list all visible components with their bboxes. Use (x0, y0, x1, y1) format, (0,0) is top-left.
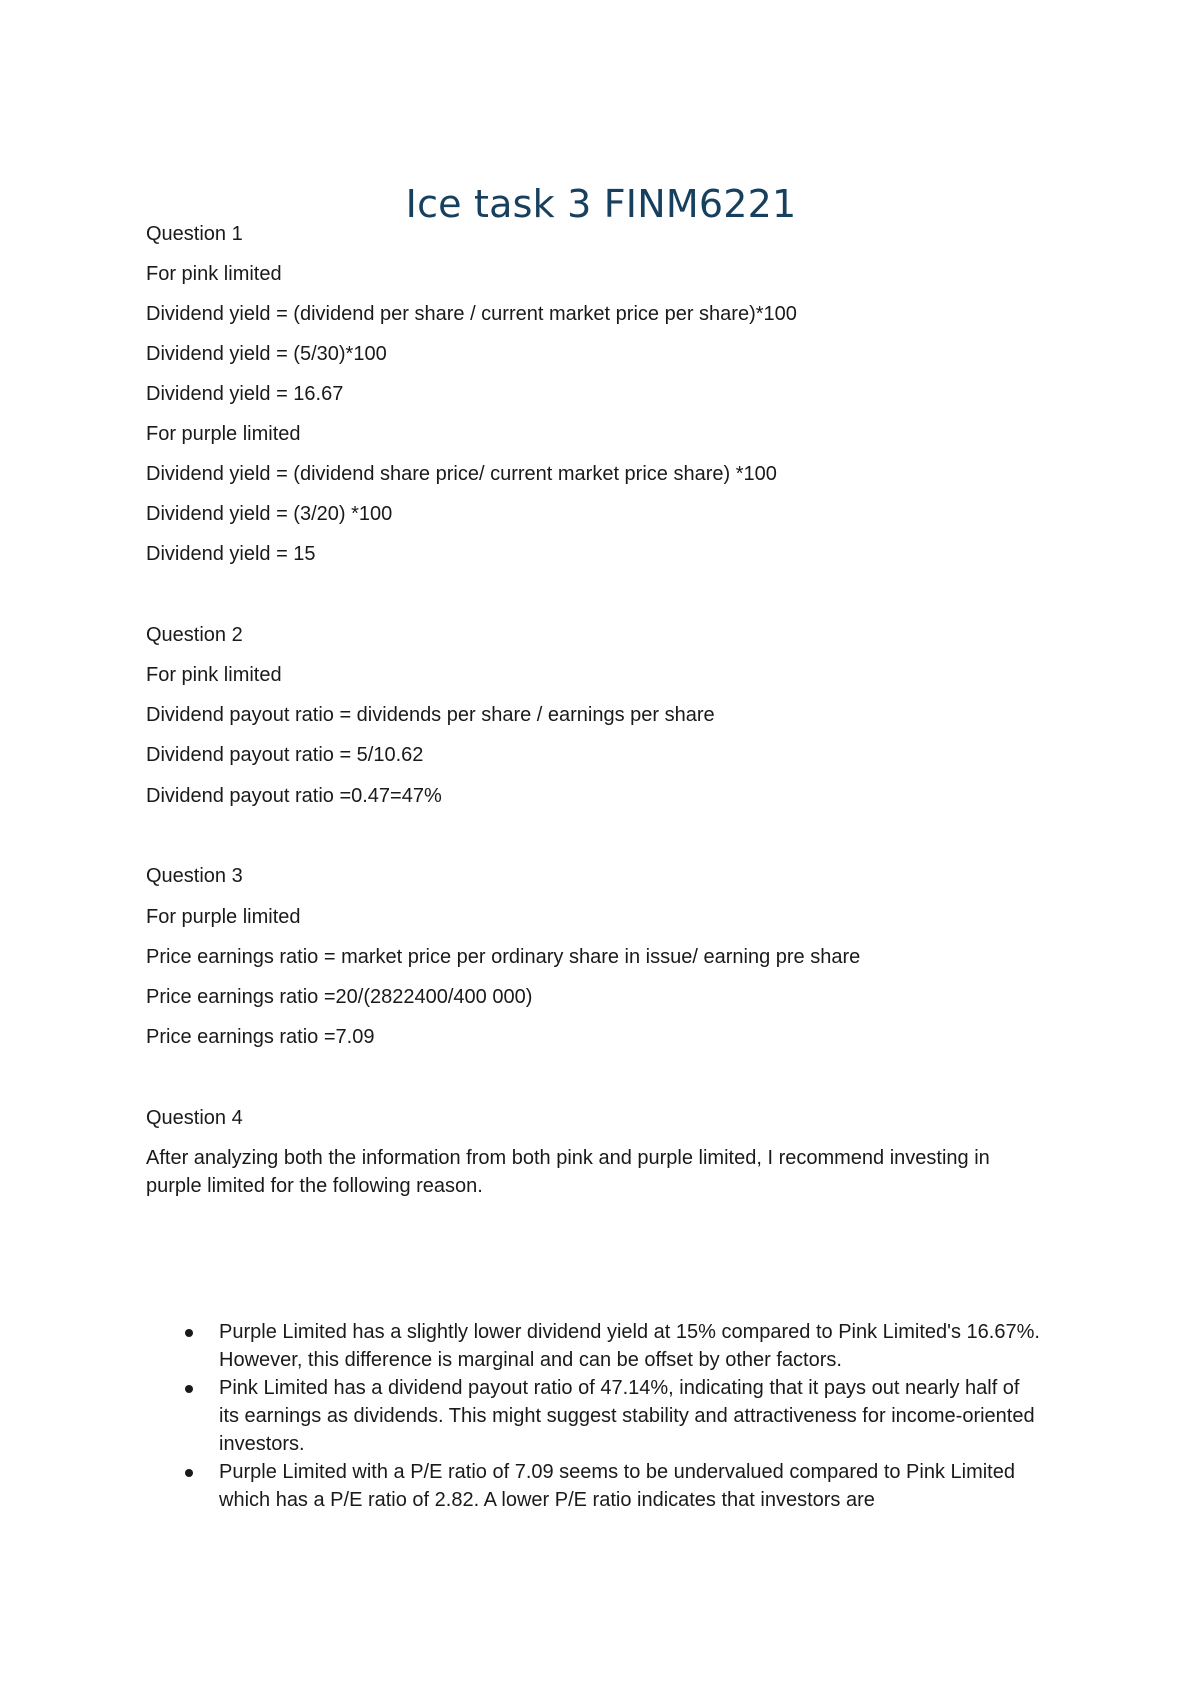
q4-bullet-list (146, 1318, 1056, 1514)
bullet-icon (185, 1385, 193, 1393)
q1-pink-result: Dividend yield = 16.67 (146, 383, 344, 405)
list-item (146, 1458, 1045, 1514)
q1-heading: Question 1 (146, 223, 243, 245)
q2-calc: Dividend payout ratio = 5/10.62 (146, 744, 424, 766)
document-title: Ice task 3 FINM6221 (405, 182, 797, 226)
q1-pink-calc: Dividend yield = (5/30)*100 (146, 343, 387, 365)
q3-heading: Question 3 (146, 865, 243, 887)
q1-pink-label: For pink limited (146, 263, 282, 285)
q1-purple-result: Dividend yield = 15 (146, 543, 316, 565)
list-item (146, 1374, 1045, 1458)
q1-purple-calc: Dividend yield = (3/20) *100 (146, 503, 393, 525)
q1-purple-formula: Dividend yield = (dividend share price/ current market price share) *100 (146, 463, 777, 485)
bullet-icon (185, 1469, 193, 1477)
q1-pink-formula: Dividend yield = (dividend per share / current market price per share)*100 (146, 303, 797, 325)
q3-formula: Price earnings ratio = market price per ordinary share in issue/ earning pre share (146, 946, 861, 968)
q2-label: For pink limited (146, 664, 282, 686)
q2-heading: Question 2 (146, 624, 243, 646)
bullet-text: Purple Limited with a P/E ratio of 7.09 seems to be undervalued compared to Pink Limited which has a P/E ratio of 2.82. A lower P/E ratio indicates that investors are (219, 1461, 1015, 1511)
bullet-icon (185, 1329, 193, 1337)
q1-purple-label: For purple limited (146, 423, 301, 445)
bullet-text: Pink Limited has a dividend payout ratio of 47.14%, indicating that it pays out nearly half of its earnings as dividends. This might suggest stability and attractiveness for income-oriented investors. (219, 1377, 1035, 1455)
q4-intro: After analyzing both the information from both pink and purple limited, I recommend investing in purple limited for the following reason. (146, 1147, 990, 1197)
q3-calc: Price earnings ratio =20/(2822400/400 000) (146, 986, 533, 1008)
q3-result: Price earnings ratio =7.09 (146, 1026, 375, 1048)
q4-heading: Question 4 (146, 1107, 243, 1129)
q2-result: Dividend payout ratio =0.47=47% (146, 785, 442, 807)
bullet-text: Purple Limited has a slightly lower dividend yield at 15% compared to Pink Limited's 16.67%. However, this difference is marginal and can be offset by other factors. (219, 1321, 1040, 1371)
q2-formula: Dividend payout ratio = dividends per share / earnings per share (146, 704, 715, 726)
list-item (146, 1318, 1045, 1374)
q3-label: For purple limited (146, 906, 301, 928)
